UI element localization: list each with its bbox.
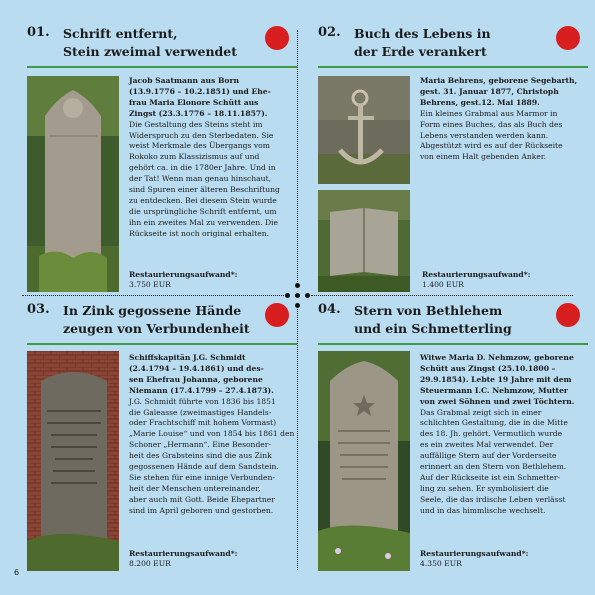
section-text (420, 353, 590, 517)
body-text: Die Gestaltung des Steins steht im Widerspruch zu den Sterbedaten. Sie weist Merkmale des Übergangs vom Rokoko zum Klassizismus auf und gehört ca. in die 1780er Jahre. Und in der Tat! Wenn man genau hinschaut, sind Spuren einer älteren Beschriftung zu entdecken. Bei diesem Stein wurde die ursprüngliche Schrift entfernt, um ihn ein zweites Mal zu verwenden. Die Rückseite ist noch original erhalten. (129, 119, 280, 238)
center-dot (285, 293, 290, 298)
restoration-cost: Restaurierungsaufwand*: 3.750 EUR (129, 270, 238, 289)
section-number: 04. (318, 302, 341, 317)
section-title: Buch des Lebens in der Erde verankert (354, 26, 491, 59)
lead-text: Witwe Maria D. Nehmzow, geborene Schütt aus Zingst (25.10.1800 – 29.9.1854). Lebte 19 Jahre mit dem Steuermann I.C. Nehmzow, Mutter von zwei Söhnen und zwei Töchtern. (420, 353, 575, 406)
section-text (129, 353, 299, 517)
lead-text: Maria Behrens, geborene Segebarth, gest. 31. Januar 1877, Christoph Behrens, gest.12. Mai 1889. (420, 76, 578, 107)
section-header (318, 22, 588, 64)
red-dot-marker (265, 303, 289, 327)
green-rule (27, 343, 297, 345)
section-01 (27, 22, 297, 292)
lead-text: Schiffskapitän J.G. Schmidt (2.4.1794 – 19.4.1861) und des- sen Ehefrau Johanna, geborene Niemann (17.4.1799 – 27.4.1873). (129, 353, 274, 395)
red-dot-marker (556, 26, 580, 50)
horizontal-divider (311, 295, 573, 296)
section-04 (318, 299, 588, 571)
body-text: Ein kleines Grabmal aus Marmor in Form eines Buches, das als Buch des Lebens verstanden werden kann. Abgestützt wird es auf der Rückseite von einem Halt gebenden Anker. (420, 108, 563, 162)
section-title: Stern von Bethlehem und ein Schmetterling (354, 303, 512, 336)
center-dot (295, 293, 300, 298)
section-text (420, 76, 588, 163)
section-03 (27, 299, 297, 571)
section-number: 03. (27, 302, 50, 317)
section-header (318, 299, 588, 341)
section-text (129, 76, 297, 240)
vertical-divider (297, 30, 298, 286)
green-rule (27, 66, 297, 68)
center-dot (305, 293, 310, 298)
gravestone-photo (27, 351, 119, 571)
section-number: 01. (27, 25, 50, 40)
page-number: 6 (14, 568, 20, 577)
red-dot-marker (556, 303, 580, 327)
restoration-cost: Restaurierungsaufwand*: 1.400 EUR (422, 270, 531, 289)
gravestone-photo (318, 351, 410, 571)
body-text: Das Grabmal zeigt sich in einer schlichten Gestaltung, die in die Mitte des 18. Jh. gehört. Vermutlich wurde es ein zweites Mal verwendet. Der auffällige Stern auf der Vorderseite erinnert an den Stern von Bethlehem. Auf der Rückseite ist ein Schmetter- ling zu sehen. Er symbolisiert die Seele, die das irdische Leben verlässt und in das himmlische wechselt. (420, 407, 568, 515)
section-header (27, 299, 297, 341)
restoration-cost: Restaurierungsaufwand*: 4.350 EUR (420, 549, 529, 568)
green-rule (318, 343, 588, 345)
section-title: Schrift entfernt, Stein zweimal verwendet (63, 26, 237, 59)
gravestone-photo (27, 76, 119, 292)
anchor-photo (318, 76, 410, 184)
section-title: In Zink gegossene Hände zeugen von Verbundenheit (63, 303, 250, 336)
horizontal-divider (22, 295, 284, 296)
body-text: J.G. Schmidt führte von 1836 bis 1851 die Galeasse (zweimastiges Handels- oder Frachtschiff mit hohem Vormast) „Marie Louise“ und von 1854 bis 1861 den Schoner „Hermann“. Eine Besonder- heit des Grabsteins sind die aus Zink gegossenen Hände auf dem Sandstein. Sie stehen für eine innige Verbunden- heit der Menschen untereinander, aber auch mit Gott. Beide Ehepartner sind im April geboren und gestorben. (129, 396, 295, 515)
lead-text: Jacob Saatmann aus Born (13.9.1776 – 10.2.1851) und Ehe- frau Maria Elonore Schütt aus Zingst (23.3.1776 – 18.11.1857). (129, 76, 271, 118)
red-dot-marker (265, 26, 289, 50)
section-header (27, 22, 297, 64)
section-number: 02. (318, 25, 341, 40)
green-rule (318, 66, 588, 68)
section-02 (318, 22, 588, 292)
restoration-cost: Restaurierungsaufwand*: 8.200 EUR (129, 549, 238, 568)
book-stone-photo (318, 190, 410, 292)
